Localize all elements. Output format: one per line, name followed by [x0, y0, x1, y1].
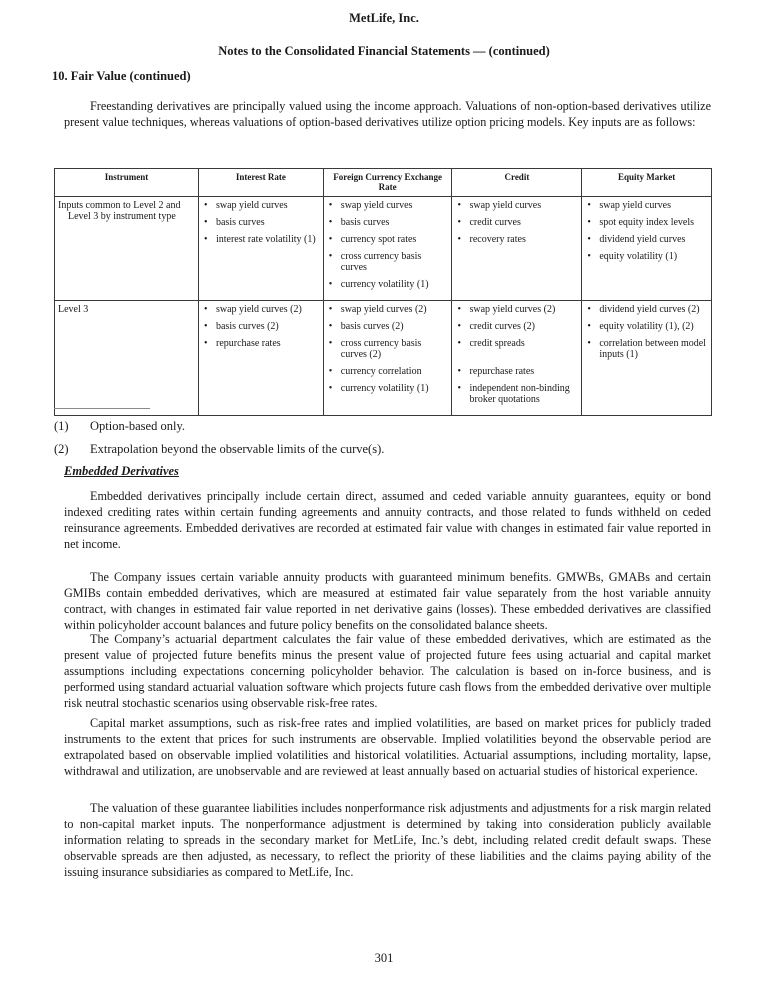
input-text: swap yield curves (2) [215, 304, 302, 315]
bullet-icon: • [203, 200, 208, 211]
bullet-icon: • [328, 279, 333, 290]
bullet-icon: • [457, 217, 461, 228]
list-item [585, 234, 709, 245]
interest-rate-cell [198, 301, 323, 416]
input-text: correlation between model inputs (1) [599, 338, 706, 360]
footnote-2 [54, 442, 384, 457]
credit-cell [452, 197, 582, 301]
footnote-divider [54, 408, 150, 409]
input-text: swap yield curves (2) [469, 304, 556, 315]
input-text: credit spreads [469, 338, 525, 349]
list-item [585, 338, 709, 360]
bullet-icon: • [587, 217, 591, 228]
input-text: repurchase rates [469, 366, 535, 377]
input-text: equity volatility (1), (2) [599, 321, 694, 332]
list-item [327, 251, 450, 273]
bullet-icon: • [328, 200, 333, 211]
list-item [585, 321, 709, 332]
bullet-icon: • [457, 366, 461, 377]
list-item [327, 217, 450, 228]
list-item [455, 338, 579, 349]
interest-rate-cell [198, 197, 323, 301]
bullet-icon: • [328, 304, 333, 315]
footnote-1 [54, 419, 185, 434]
equity-cell [582, 197, 712, 301]
bullet-icon: • [587, 321, 591, 332]
bullet-icon: • [587, 251, 591, 262]
footnote-text: Extrapolation beyond the observable limits of the curve(s). [90, 442, 385, 456]
input-text: basis curves [215, 217, 265, 228]
footnote-number: (1) [54, 419, 69, 433]
bullet-icon: • [203, 304, 208, 315]
list-item [327, 304, 450, 315]
list-item [202, 234, 321, 245]
header-equity-market: Equity Market [582, 169, 712, 197]
list-item [327, 366, 450, 377]
input-text: repurchase rates [215, 338, 281, 349]
bullet-icon: • [328, 234, 333, 245]
list-item [202, 338, 321, 349]
input-text: basis curves (2) [340, 321, 404, 332]
list-item [202, 304, 321, 315]
input-text: swap yield curves [469, 200, 542, 211]
bullet-icon: • [328, 383, 333, 394]
header-credit: Credit [452, 169, 582, 197]
list-item [585, 251, 709, 262]
bullet-icon: • [587, 200, 591, 211]
list-item [327, 383, 450, 394]
input-text: cross currency basis curves [340, 251, 422, 273]
credit-cell [452, 301, 582, 416]
list-item [455, 366, 579, 377]
input-text: basis curves (2) [215, 321, 279, 332]
input-text: swap yield curves [215, 200, 288, 211]
bullet-icon: • [328, 251, 333, 262]
list-item [327, 200, 450, 211]
input-text: swap yield curves (2) [340, 304, 427, 315]
equity-cell [582, 301, 712, 416]
instrument-cell [55, 301, 199, 416]
bullet-icon: • [328, 217, 333, 228]
input-text: currency spot rates [340, 234, 417, 245]
list-item [202, 200, 321, 211]
list-item [585, 200, 709, 211]
embedded-paragraph-1: Embedded derivatives principally include certain direct, assumed and ceded variable annuity guarantees, equity or bond indexed crediting rates within certain funding agreements and annuity contracts, and those related to funds withheld on ceded reinsurance agreements. Embedded derivatives are recorded at estimated fair value with changes in estimated fair value reported in net income. [64, 489, 711, 551]
bullet-icon: • [457, 234, 461, 245]
bullet-icon: • [203, 217, 208, 228]
page-subtitle: Notes to the Consolidated Financial Statements — (continued) [218, 44, 550, 58]
footnote-text: Option-based only. [90, 419, 186, 433]
input-text: credit curves [469, 217, 521, 228]
list-item [585, 304, 709, 315]
input-text: equity volatility (1) [599, 251, 678, 262]
list-item [455, 200, 579, 211]
bullet-icon: • [587, 338, 591, 349]
list-item [455, 304, 579, 315]
key-inputs-table [54, 168, 712, 416]
bullet-icon: • [203, 321, 208, 332]
bullet-icon: • [457, 304, 461, 315]
footnote-number: (2) [54, 442, 69, 456]
input-text: swap yield curves [599, 200, 671, 211]
bullet-icon: • [587, 234, 591, 245]
page-number: 301 [374, 951, 394, 965]
embedded-paragraph-2: The Company issues certain variable annuity products with guaranteed minimum benefits. GMWBs, GMABs and certain GMIBs contain embedded derivatives, which are measured at estimated fair value separately from the host variable annuity contract, with changes in estimated fair value reported in net derivative gains (losses). These embedded derivatives are classified within policyholder account balances and future policy benefits on the consolidated balance sheets. [64, 570, 711, 632]
input-text: swap yield curves [340, 200, 413, 211]
input-text: currency correlation [340, 366, 422, 377]
embedded-derivatives-heading: Embedded Derivatives [64, 464, 179, 478]
list-item [202, 321, 321, 332]
section-heading: 10. Fair Value (continued) [52, 69, 191, 83]
bullet-icon: • [457, 383, 461, 394]
header-interest-rate: Interest Rate [198, 169, 323, 197]
input-text: credit curves (2) [469, 321, 536, 332]
input-text: interest rate volatility (1) [215, 234, 316, 245]
bullet-icon: • [457, 200, 461, 211]
bullet-icon: • [328, 321, 333, 332]
table-row [55, 197, 712, 301]
list-item [327, 321, 450, 332]
input-text: basis curves [340, 217, 390, 228]
instrument-label: Level 3 [58, 304, 89, 315]
list-item [585, 217, 709, 228]
input-text: cross currency basis curves (2) [340, 338, 422, 360]
embedded-paragraph-5: The valuation of these guarantee liabilities includes nonperformance risk adjustments and adjustments for a risk margin related to non-capital market inputs. The nonperformance adjustment is determined by taking into consideration publicly available information relating to spreads in the secondary market for MetLife, Inc.’s debt, including related credit default swaps. These observable spreads are then adjusted, as necessary, to reflect the priority of these liabilities and the claims paying ability of the issuing insurance subsidiaries as compared to MetLife, Inc. [64, 801, 711, 879]
input-text: currency volatility (1) [340, 383, 429, 394]
bullet-icon: • [457, 338, 461, 349]
input-text: independent non-binding broker quotations [469, 383, 570, 405]
list-item [455, 217, 579, 228]
bullet-icon: • [328, 338, 333, 349]
fx-cell [323, 197, 452, 301]
list-item [455, 234, 579, 245]
table-row [55, 301, 712, 416]
bullet-icon: • [203, 338, 208, 349]
input-text: currency volatility (1) [340, 279, 429, 290]
intro-paragraph: Freestanding derivatives are principally valued using the income approach. Valuations of non-option-based derivatives utilize present value techniques, whereas valuations of option-based derivatives utilize option pricing models. Key inputs are as follows: [64, 99, 711, 129]
list-item [455, 321, 579, 332]
bullet-icon: • [328, 366, 333, 377]
list-item [327, 338, 450, 360]
header-fx-rate: Foreign Currency Exchange Rate [323, 169, 452, 197]
instrument-cell [55, 197, 199, 301]
header-instrument: Instrument [55, 169, 199, 197]
input-text: recovery rates [469, 234, 526, 245]
company-name: MetLife, Inc. [349, 11, 419, 25]
list-item [327, 279, 450, 290]
embedded-paragraph-3: The Company’s actuarial department calculates the fair value of these embedded derivatives, which are estimated as the present value of projected future benefits minus the present value of projected future fees using actuarial and capital market assumptions including expectations concerning policyholder behavior. The calculation is based on in-force business, and is performed using standard actuarial valuation software which projects future cash flows from the embedded derivative over multiple risk neutral stochastic scenarios using observable risk-free rates. [64, 632, 711, 710]
instrument-label: Inputs common to Level 2 and Level 3 by instrument type [58, 200, 181, 222]
embedded-paragraph-4: Capital market assumptions, such as risk-free rates and implied volatilities, are based on market prices for publicly traded instruments to the extent that prices for such instruments are observable. Implied volatilities beyond the observable period are extrapolated based on observable implied volatilities and historical volatilities. Actuarial assumptions, including mortality, lapse, withdrawal and utilization, are unobservable and are reviewed at least annually based on actuarial studies of historical experience. [64, 716, 711, 778]
bullet-icon: • [203, 234, 208, 245]
table-header-row [55, 169, 712, 197]
bullet-icon: • [457, 321, 461, 332]
list-item [202, 217, 321, 228]
input-text: dividend yield curves [599, 234, 686, 245]
input-text: dividend yield curves (2) [599, 304, 700, 315]
input-text: spot equity index levels [599, 217, 695, 228]
list-item [455, 383, 579, 405]
list-item [327, 234, 450, 245]
fx-cell [323, 301, 452, 416]
bullet-icon: • [587, 304, 591, 315]
